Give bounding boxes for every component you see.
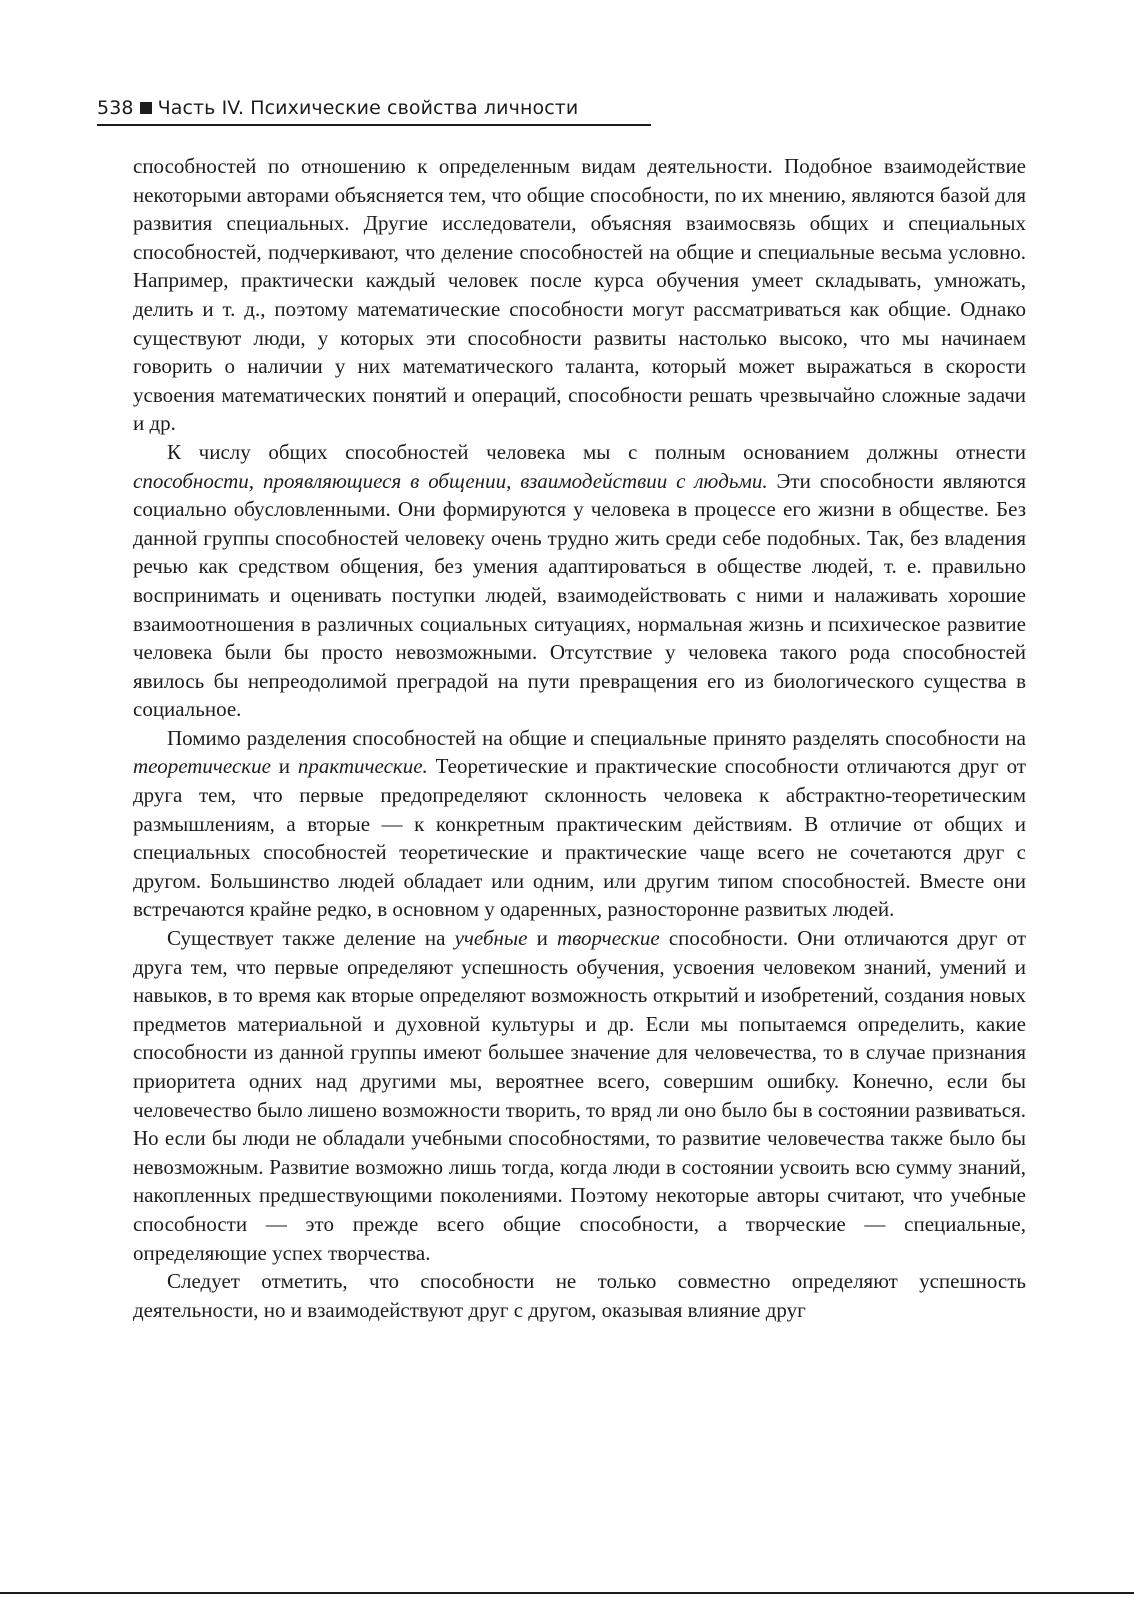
paragraph-text: Эти способности являются социально обусловленными. Они формируются у человека в процессе его жизни в обществе. Без данной группы способностей человеку очень трудно жить среди себе подобных. Так, без владения речью как средством общения, без умения адаптироваться в обществе людей, т. е. правильно воспринимать и оценивать поступки людей, взаимодействовать с ними и налаживать хорошие взаимоотношения в различных социальных ситуациях, нормальная жизнь и психическое развитие человека были бы просто невозможными. Отсутствие у человека такого рода способностей явилось бы непреодолимой преградой на пути превращения его из биологического существа в социальное. [133, 468, 1026, 722]
emphasis-term: теоретические [133, 754, 271, 779]
paragraph-text: Теоретические и практические способности отличаются друг от друга тем, что первые предопределяют склонность человека к абстрактно-теоретическим размышлениям, а вторые — к конкретным практическим действиям. В отличие от общих и специальных способностей теоретические и практические чаще всего не сочетаются друг с другом. Большинство людей обладает или одним, или другим типом способностей. Вместе они встречаются крайне редко, в основном у одаренных, разносторонне развитых людей. [133, 754, 1026, 922]
paragraph-text: К числу общих способностей человека мы с полным основанием должны отнести [167, 439, 1026, 464]
square-bullet-icon [140, 102, 152, 114]
running-head [97, 96, 651, 126]
paragraph-text: и [527, 926, 557, 951]
page-bottom-edge [0, 1592, 1134, 1594]
paragraph-text: Существует также деление на [167, 926, 455, 951]
emphasis-term: учебные [454, 926, 528, 951]
paragraph-learning-creative [133, 924, 1026, 1267]
body-text [133, 152, 1026, 1324]
paragraph-interaction: Следует отметить, что способности не только совместно определяют успешность деятельности, но и взаимодействуют друг с другом, оказывая влияние друг [133, 1269, 1026, 1322]
paragraph-text: Помимо разделения способностей на общие и специальные принято разделять способности на [167, 725, 1026, 750]
paragraph-text: способности. Они отличаются друг от друга тем, что первые определяют успешность обучения, усвоения человеком знаний, умений и навыков, в то время как вторые определяют возможность открытий и изобретений, создания новых предметов материальной и духовной культуры и др. Если мы попытаемся определить, какие способности из данной группы имеют большее значение для человечества, то в случае признания приоритета одних над другими мы, вероятнее всего, совершим ошибку. Конечно, если бы человечество было лишено возможности творить, то вряд ли оно было бы в состоянии развиваться. Но если бы люди не обладали учебными способностями, то развитие человечества также было бы невозможным. Развитие возможно лишь тогда, когда люди в состоянии усвоить всю сумму знаний, накопленных предшествующими поколениями. Поэтому некоторые авторы считают, что учебные способности — это прежде всего общие способности, а творческие — специальные, определяющие успех творчества. [133, 926, 1027, 1265]
running-title: Часть IV. Психические свойства личности [157, 97, 579, 119]
paragraph-continuation: способностей по отношению к определенным видам деятельности. Подобное взаимодействие некоторыми авторами объясняется тем, что общие способности, по их мнению, являются базой для развития специальных. Другие исследователи, объясняя взаимосвязь общих и специальных способностей, подчеркивают, что деление способностей на общие и специальные весьма условно. Например, практически каждый человек после курса обучения умеет складывать, умножать, делить и т. д., поэтому математические способности могут рассматриваться как общие. Однако существуют люди, у которых эти способности развиты настолько высоко, что мы начинаем говорить о наличии у них математического таланта, который может выражаться в скорости усвоения математических понятий и операций, способности решать чрезвычайно сложные задачи и др. [133, 154, 1026, 436]
paragraph-theoretical-practical [133, 724, 1026, 924]
emphasis-term: способности, проявляющиеся в общении, взаимодействии с людьми. [133, 468, 768, 493]
paragraph-text: и [270, 754, 298, 779]
emphasis-term: творческие [556, 926, 660, 951]
page-number: 538 [97, 97, 134, 119]
emphasis-term: практические. [297, 754, 428, 779]
paragraph-communication-abilities [133, 438, 1026, 724]
